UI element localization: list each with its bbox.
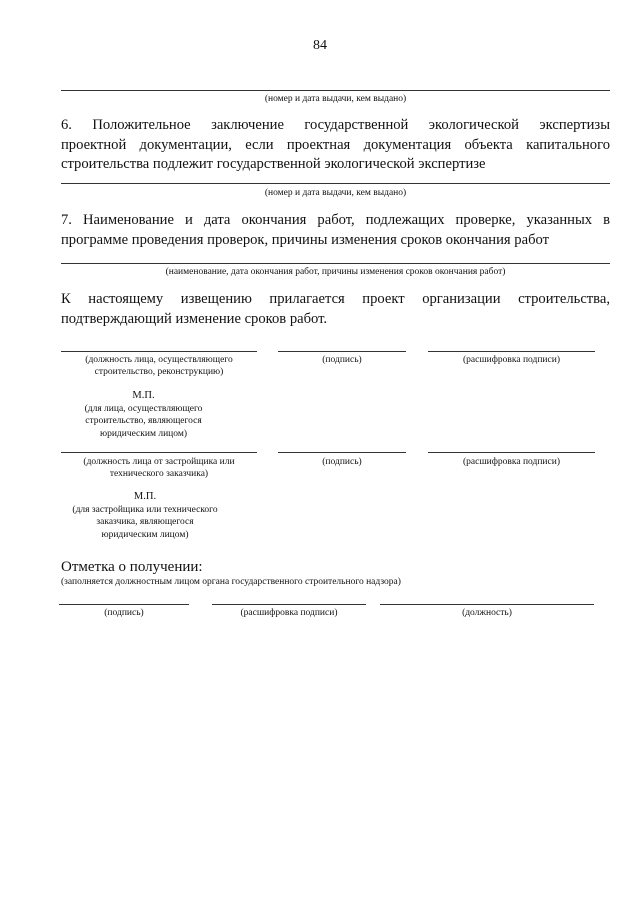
sign1-decode-line[interactable] [428,351,595,352]
sign2-position-line[interactable] [61,452,257,453]
sign1-signature-caption: (подпись) [322,355,362,365]
item6-line-2: проектной документации, если проектная документация объекта капитального [61,136,610,153]
item5-caption: (номер и дата выдачи, кем выдано) [264,94,407,104]
attachment-line-2: подтверждающий изменение сроков работ. [61,310,328,327]
sign1-stamp-note [61,390,226,440]
receipt-position-line[interactable] [380,604,594,605]
sign2-decode-caption: (расшифровка подписи) [463,457,560,467]
item7-caption: (наименование, дата окончания работ, причины изменения сроков окончания работ) [165,267,506,277]
item7-underline[interactable] [61,263,610,264]
sign2-position-caption [61,456,257,480]
sign1-position-line[interactable] [61,351,257,352]
attachment-text [61,290,610,329]
sign2-stamp-label: М.П. [133,491,157,502]
sign2-stamp-line-2: (для застройщика или технического [72,504,218,515]
item6-line-1: 6. Положительное заключение государственной экологической экспертизы [61,117,610,133]
sign1-stamp-line-3: строительство, являющегося [85,416,202,426]
sign1-stamp-label: М.П. [132,390,155,401]
sign1-position-caption-line-1: (должность лица, осуществляющего [85,355,233,365]
sign2-decode-line[interactable] [428,452,595,453]
sign1-stamp-line-2: (для лица, осуществляющего [84,403,203,414]
sign1-position-caption-line-2: строительство, реконструкцию) [94,367,224,377]
sign1-decode-caption: (расшифровка подписи) [463,355,560,365]
sign1-position-caption [61,354,257,378]
item6-line-3: строительства подлежит государственной экологической экспертизе [61,156,486,172]
receipt-title: Отметка о получении: [61,559,203,575]
receipt-position-caption: (должность) [462,608,512,618]
receipt-decode-line[interactable] [212,604,366,605]
item7-line-1: 7. Наименование и дата окончания работ, подлежащих проверке, указанных в [61,212,610,228]
attachment-line-1: К настоящему извещению прилагается проект организации строительства, [61,291,610,307]
sign2-stamp-line-4: юридическим лицом) [101,529,189,540]
item7-line-2: программе проведения проверок, причины изменения сроков окончания работ [61,231,549,248]
sign1-signature-line[interactable] [278,351,406,352]
sign2-signature-caption: (подпись) [322,457,362,467]
sign2-position-caption-line-2: технического заказчика) [109,469,209,479]
item5-underline[interactable] [61,90,610,91]
sign2-stamp-note [55,491,235,541]
sign2-stamp-line-3: заказчика, являющегося [96,517,194,527]
item6-caption: (номер и дата выдачи, кем выдано) [264,188,407,198]
receipt-decode-caption: (расшифровка подписи) [240,608,338,618]
page-number: 84 [313,38,327,53]
item7-text [61,211,610,250]
item6-text [61,116,610,175]
sign2-position-caption-line-1: (должность лица от застройщика или [83,457,235,467]
sign2-signature-line[interactable] [278,452,406,453]
receipt-subtitle: (заполняется должностным лицом органа государственного строительного надзора) [61,577,401,587]
receipt-signature-caption: (подпись) [104,608,144,618]
item6-underline[interactable] [61,183,610,184]
sign1-stamp-line-4: юридическим лицом) [99,428,188,439]
receipt-signature-line[interactable] [59,604,189,605]
